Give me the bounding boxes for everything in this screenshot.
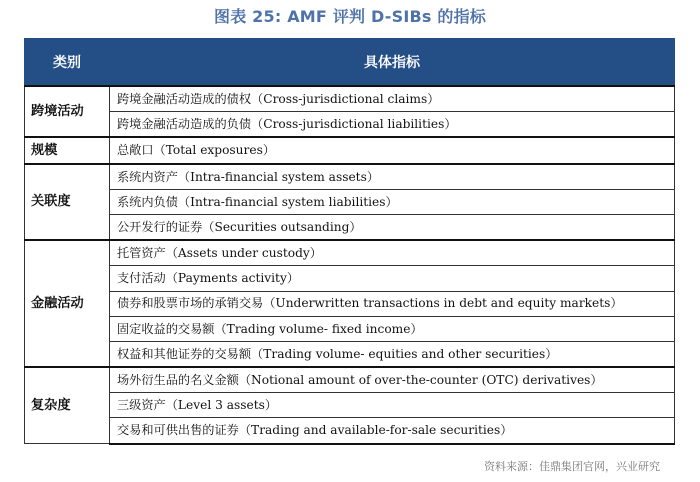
indicator-cell: 场外衍生品的名义金额（Notional amount of over-the-counter (OTC) derivatives） bbox=[110, 367, 675, 393]
indicator-cell: 跨境金融活动造成的负债（Cross-jurisdictional liabilities） bbox=[110, 112, 675, 138]
indicator-cell: 权益和其他证券的交易额（Trading volume- equities and other securities） bbox=[110, 341, 675, 367]
table-row bbox=[25, 214, 675, 240]
indicator-cell: 公开发行的证券（Securities outsanding） bbox=[110, 214, 675, 240]
table-row bbox=[25, 367, 675, 393]
indicator-cell: 跨境金融活动造成的债权（Cross-jurisdictional claims） bbox=[110, 86, 675, 112]
category-cell: 规模 bbox=[25, 137, 110, 163]
indicator-cell: 债券和股票市场的承销交易（Underwritten transactions in debt and equity markets） bbox=[110, 291, 675, 316]
category-cell: 金融活动 bbox=[25, 240, 110, 367]
figure-title: 图表 25: AMF 评判 D-SIBs 的指标 bbox=[214, 7, 486, 26]
indicator-table bbox=[24, 38, 675, 445]
header-category: 类别 bbox=[25, 39, 110, 87]
table-row bbox=[25, 341, 675, 367]
table-row bbox=[25, 266, 675, 291]
table-row bbox=[25, 164, 675, 190]
indicator-cell: 托管资产（Assets under custody） bbox=[110, 240, 675, 266]
table-row bbox=[25, 86, 675, 112]
category-cell: 关联度 bbox=[25, 164, 110, 241]
indicator-cell: 总敞口（Total exposures） bbox=[110, 137, 675, 163]
indicator-cell: 支付活动（Payments activity） bbox=[110, 266, 675, 291]
indicator-cell: 三级资产（Level 3 assets） bbox=[110, 393, 675, 418]
table-row bbox=[25, 240, 675, 266]
table-row bbox=[25, 189, 675, 214]
table-row bbox=[25, 112, 675, 138]
table-row bbox=[25, 418, 675, 444]
table-row bbox=[25, 316, 675, 341]
source-note: 资料来源：佳鼎集团官网，兴业研究 bbox=[484, 460, 660, 473]
category-cell: 跨境活动 bbox=[25, 86, 110, 137]
indicator-cell: 交易和可供出售的证券（Trading and available-for-sale securities） bbox=[110, 418, 675, 444]
table-header-row bbox=[25, 39, 675, 87]
header-indicator: 具体指标 bbox=[110, 39, 675, 87]
indicator-cell: 系统内负债（Intra-financial system liabilities） bbox=[110, 189, 675, 214]
indicator-cell: 系统内资产（Intra-financial system assets） bbox=[110, 164, 675, 190]
table-row bbox=[25, 291, 675, 316]
category-cell: 复杂度 bbox=[25, 367, 110, 444]
table-row bbox=[25, 393, 675, 418]
indicator-cell: 固定收益的交易额（Trading volume- fixed income） bbox=[110, 316, 675, 341]
table-row bbox=[25, 137, 675, 163]
